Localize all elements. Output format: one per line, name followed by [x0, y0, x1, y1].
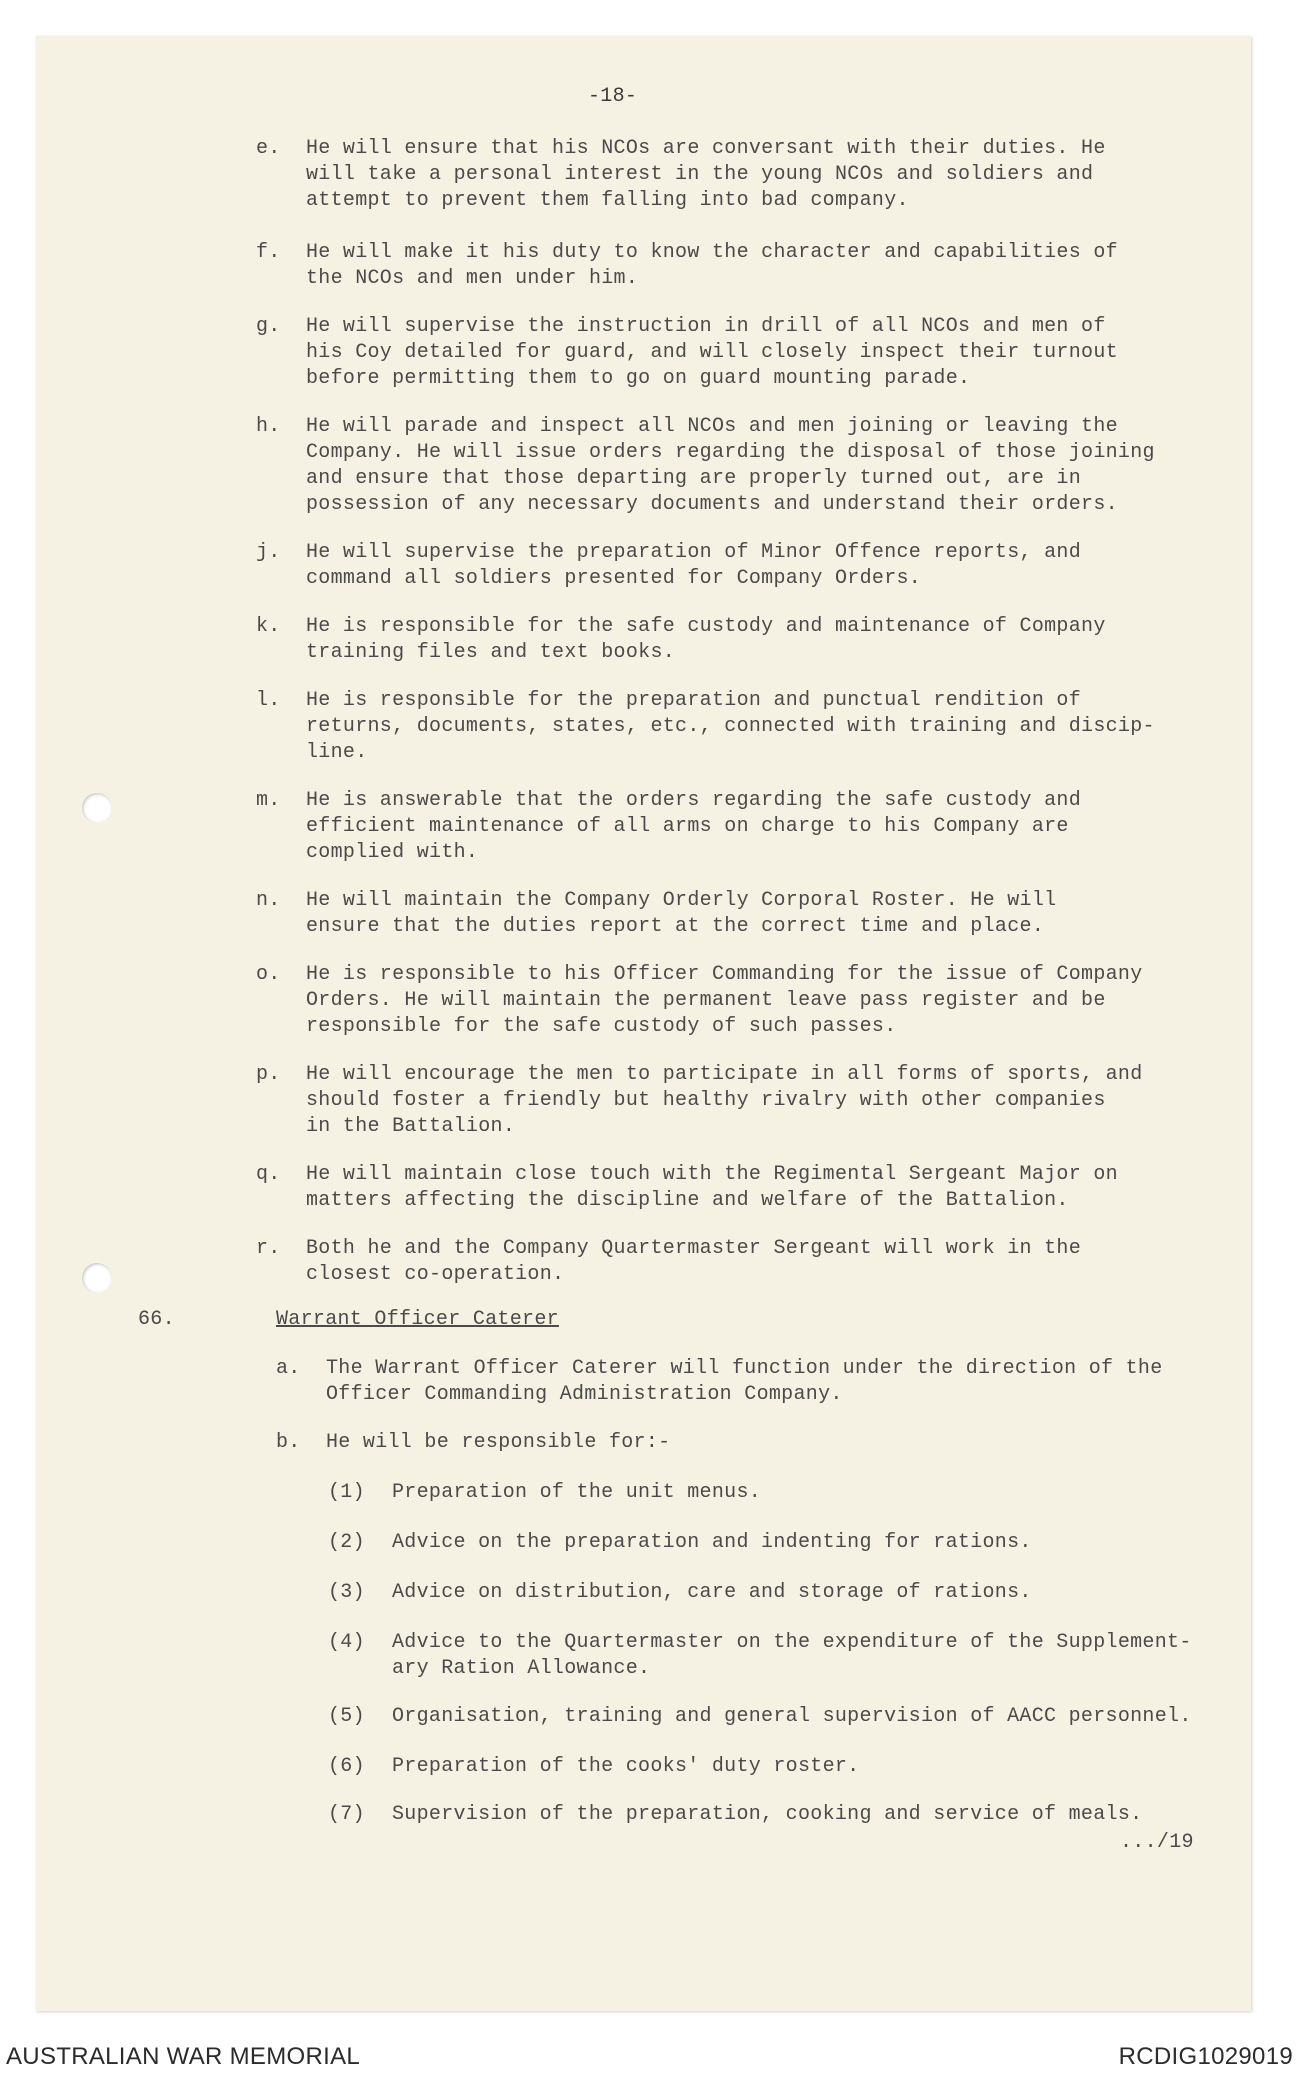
- item-m: [256, 788, 1186, 866]
- sub-item-number: (5): [328, 1705, 365, 1728]
- sub-item-1: [328, 1480, 1208, 1506]
- sub-item-number: (2): [328, 1531, 365, 1554]
- sub-item-number: (1): [328, 1481, 365, 1504]
- item-letter: p.: [256, 1063, 281, 1086]
- item-p: [256, 1062, 1186, 1140]
- item-letter: b.: [276, 1431, 301, 1454]
- item-letter: k.: [256, 615, 281, 638]
- footer-item-id: RCDIG1029019: [1118, 2043, 1293, 2070]
- sub-item-2: [328, 1530, 1208, 1556]
- footer-archive-name: AUSTRALIAN WAR MEMORIAL: [6, 2043, 361, 2070]
- item-letter: l.: [256, 689, 281, 712]
- punch-hole-lower: [82, 1263, 112, 1293]
- sub-item-3: [328, 1580, 1208, 1606]
- item-j: [256, 540, 1186, 592]
- section-number: 66.: [138, 1308, 175, 1331]
- item-text: He is responsible to his Officer Commanding for the issue of Company Orders. He will maintain the permanent leave pass register and be responsible for the safe custody of such passes.: [306, 963, 1143, 1038]
- sub-item-7: [328, 1802, 1208, 1828]
- item-text: He is answerable that the orders regarding the safe custody and efficient maintenance of all arms on charge to his Company are complied with.: [306, 789, 1082, 864]
- sub-item-text: Organisation, training and general supervision of AACC personnel.: [392, 1705, 1192, 1728]
- item-letter: n.: [256, 889, 281, 912]
- sub-item-text: Advice on the preparation and indenting for rations.: [392, 1531, 1032, 1554]
- sub-item-number: (3): [328, 1581, 365, 1604]
- item-text: He will maintain the Company Orderly Corporal Roster. He will ensure that the duties report at the correct time and place.: [306, 889, 1057, 938]
- item-e: [256, 136, 1186, 214]
- item-letter: o.: [256, 963, 281, 986]
- sub-item-number: (7): [328, 1803, 365, 1826]
- item-n: [256, 888, 1186, 940]
- item-g: [256, 314, 1186, 392]
- item-h: [256, 414, 1186, 518]
- item-text: The Warrant Officer Caterer will function under the direction of the Officer Commanding Administration Company.: [326, 1357, 1163, 1406]
- item-letter: f.: [256, 241, 281, 264]
- item-text: He is responsible for the preparation and punctual rendition of returns, documents, states, etc., connected with training and discip- line.: [306, 689, 1155, 764]
- sub-item-text: Supervision of the preparation, cooking and service of meals.: [392, 1803, 1143, 1826]
- sub-item-text: Preparation of the unit menus.: [392, 1481, 762, 1504]
- item-r: [256, 1236, 1186, 1288]
- item-letter: h.: [256, 415, 281, 438]
- item-letter: e.: [256, 137, 281, 160]
- item-text: He will encourage the men to participate in all forms of sports, and should foster a friendly but healthy rivalry with other companies in the Battalion.: [306, 1063, 1143, 1138]
- item-letter: m.: [256, 789, 281, 812]
- punch-hole-upper: [82, 793, 112, 823]
- section-title: Warrant Officer Caterer: [276, 1308, 559, 1331]
- item-letter: r.: [256, 1237, 281, 1260]
- section-item-a: [276, 1356, 1196, 1408]
- item-text: He is responsible for the safe custody and maintenance of Company training files and text books.: [306, 615, 1106, 664]
- item-text: He will make it his duty to know the character and capabilities of the NCOs and men under him.: [306, 241, 1118, 290]
- item-letter: q.: [256, 1163, 281, 1186]
- item-letter: a.: [276, 1357, 301, 1380]
- item-k: [256, 614, 1186, 666]
- item-o: [256, 962, 1186, 1040]
- sub-item-5: [328, 1704, 1208, 1730]
- item-text: Both he and the Company Quartermaster Sergeant will work in the closest co-operation.: [306, 1237, 1082, 1286]
- item-text: He will be responsible for:-: [326, 1431, 671, 1454]
- item-text: He will ensure that his NCOs are conversant with their duties. He will take a personal interest in the young NCOs and soldiers and attempt to prevent them falling into bad company.: [306, 137, 1106, 212]
- sub-item-text: Preparation of the cooks' duty roster.: [392, 1755, 860, 1778]
- page-number: -18-: [588, 85, 638, 108]
- item-f: [256, 240, 1186, 292]
- item-q: [256, 1162, 1186, 1214]
- item-l: [256, 688, 1186, 766]
- sub-item-text: Advice to the Quartermaster on the expenditure of the Supplement- ary Ration Allowance.: [392, 1631, 1192, 1680]
- section-item-b: [276, 1430, 1196, 1456]
- item-text: He will supervise the instruction in drill of all NCOs and men of his Coy detailed for guard, and will closely inspect their turnout before permitting them to go on guard mounting parade.: [306, 315, 1118, 390]
- item-letter: g.: [256, 315, 281, 338]
- sub-item-number: (4): [328, 1631, 365, 1654]
- sub-item-text: Advice on distribution, care and storage of rations.: [392, 1581, 1032, 1604]
- item-text: He will supervise the preparation of Minor Offence reports, and command all soldiers presented for Company Orders.: [306, 541, 1082, 590]
- item-letter: j.: [256, 541, 281, 564]
- sub-item-number: (6): [328, 1755, 365, 1778]
- item-text: He will parade and inspect all NCOs and men joining or leaving the Company. He will issue orders regarding the disposal of those joining and ensure that those departing are properly turned out, are in possession of any necessary documents and understand their orders.: [306, 415, 1155, 516]
- sub-item-4: [328, 1630, 1208, 1682]
- sub-item-6: [328, 1754, 1208, 1780]
- continuation-marker: .../19: [1120, 1831, 1194, 1854]
- item-text: He will maintain close touch with the Regimental Sergeant Major on matters affecting the discipline and welfare of the Battalion.: [306, 1163, 1118, 1212]
